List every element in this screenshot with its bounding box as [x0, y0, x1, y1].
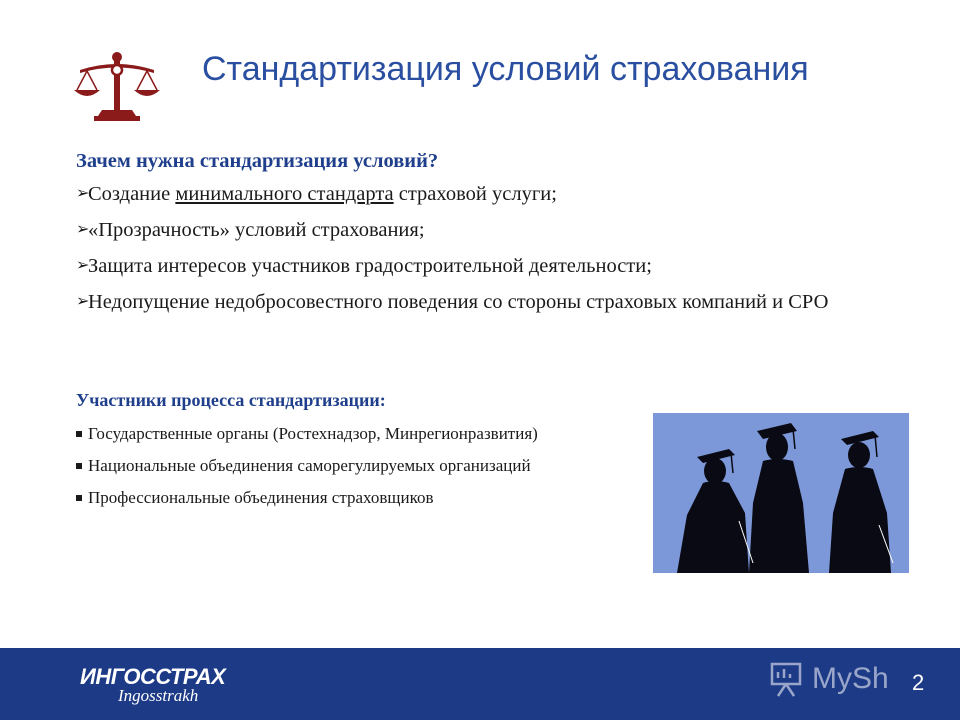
presentation-icon — [768, 660, 806, 698]
participants-list — [76, 422, 596, 518]
participant-item: Государственные органы (Ростехнадзор, Минрегионразвития) — [76, 422, 596, 446]
why-heading: Зачем нужна стандартизация условий? — [76, 150, 439, 172]
square-bullet-icon — [76, 495, 82, 501]
participant-item: Национальные объединения саморегулируемых организаций — [76, 454, 596, 478]
why-item-minimal-standard: ➢ Создание минимального стандарта страховой услуги; — [76, 183, 557, 205]
arrow-bullet-icon: ➢ — [76, 185, 90, 202]
footer-bar — [0, 648, 960, 720]
arrow-bullet-icon: ➢ — [76, 293, 90, 310]
why-list — [76, 182, 904, 326]
slide-title: Стандартизация условий страхования — [202, 50, 809, 88]
participants-heading: Участники процесса стандартизации: — [76, 390, 386, 410]
why-item-transparency: ➢ «Прозрачность» условий страхования; — [76, 219, 425, 241]
participant-item: Профессиональные объединения страховщиков — [76, 486, 596, 510]
arrow-bullet-icon: ➢ — [76, 257, 90, 274]
ingosstrakh-logo: ИНГОССТРАХ Ingosstrakh — [80, 664, 226, 705]
square-bullet-icon — [76, 431, 82, 437]
page-number: 2 — [912, 670, 925, 695]
why-item-prevention: ➢ Недопущение недобросовестного поведения со стороны страховых компаний и СРО — [76, 291, 829, 313]
arrow-bullet-icon: ➢ — [76, 221, 90, 238]
graduates-silhouette-image — [653, 413, 909, 573]
underlined-phrase: минимального стандарта — [175, 183, 394, 205]
scales-of-justice-icon — [72, 50, 162, 122]
square-bullet-icon — [76, 463, 82, 469]
why-item-protection: ➢ Защита интересов участников градостроительной деятельности; — [76, 255, 652, 277]
watermark: MySh — [768, 658, 928, 702]
